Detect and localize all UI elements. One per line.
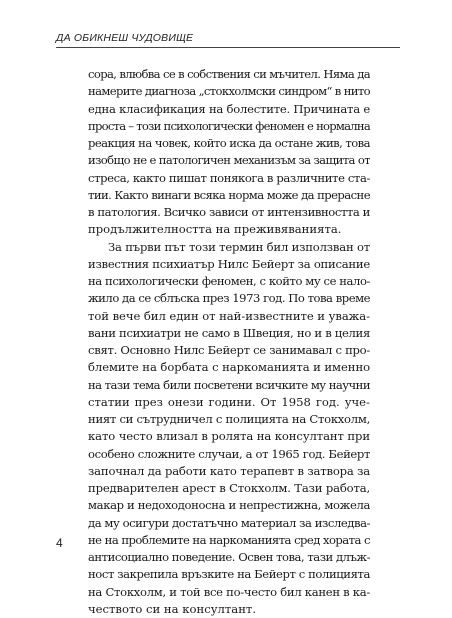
text-line: свят. Основно Нилс Бейерт се занимавал с про- (88, 343, 370, 357)
text-line: на психологически феномен, с който му се нало- (88, 274, 370, 288)
text-line: антисоциално поведение. Освен това, тази длъж- (88, 550, 370, 564)
text-line: на Стокхолм, и той все по-често бил канен в ка- (88, 584, 370, 599)
body-text (88, 66, 370, 618)
text-line: да му осигури достатъчно материал за изследва- (88, 515, 370, 530)
text-line: блемите на борбата с наркоманията и именно (88, 360, 370, 375)
header-divider (56, 47, 400, 48)
text-line: започнал да работи като терапевт в затвора за (88, 463, 370, 478)
text-line: жило да се сблъска през 1973 год. По това време (88, 291, 370, 306)
page-number: 4 (56, 536, 63, 550)
running-header: ДА ОБИКНЕШ ЧУДОВИЩЕ (56, 32, 194, 44)
text-line: тии. Както винаги всяка норма може да прерасне (88, 187, 370, 202)
text-line: реакция на човек, който иска да остане жив, това (88, 136, 370, 150)
text-line: макар и недоходоносна и непрестижна, можела (88, 498, 370, 513)
text-line: ният си сътрудничел с полицията на Стокхолм, (88, 412, 370, 426)
text-line: една класификация на болестите. Причината е (88, 101, 370, 116)
text-line: За първи път този термин бил използван от (108, 239, 370, 254)
text-line: известния психиатър Нилс Бейерт за описание (88, 256, 370, 271)
text-line: особено сложните случаи, а от 1965 год. Бейерт (88, 446, 370, 461)
text-line: ност закрепила връзките на Бейерт с полицията (88, 567, 370, 582)
text-line: проста – този психологически феномен е нормална (88, 118, 370, 133)
text-line: стреса, както пишат понякога в различните ста- (88, 170, 370, 185)
text-line: на тази тема били посветени всичките му научни (88, 377, 370, 392)
text-line: изобщо не е патологичен механизъм за защита от (88, 153, 370, 168)
text-line: не на проблемите на наркоманията сред хората с (88, 532, 370, 547)
text-line: той вече бил един от най-известните и уважа- (88, 308, 370, 323)
text-line: чеството си на консултант. (88, 601, 257, 616)
text-line: като често влизал в ролята на консултант при (88, 429, 370, 444)
text-line: намерите диагноза „стокхолмски синдром“ в нито (88, 84, 370, 99)
text-line: вани психиатри не само в Швеция, но и в целия (88, 325, 370, 340)
text-line: в патология. Всичко зависи от интензивността и (88, 205, 370, 219)
text-line: сора, влюбва се в собствения си мъчител. Няма да (88, 67, 370, 81)
text-line: продължителността на преживяванията. (88, 222, 342, 237)
text-line: предварителен арест в Стокхолм. Тази работа, (88, 481, 370, 495)
text-line: статии през онези години. От 1958 год. уче- (88, 394, 370, 409)
